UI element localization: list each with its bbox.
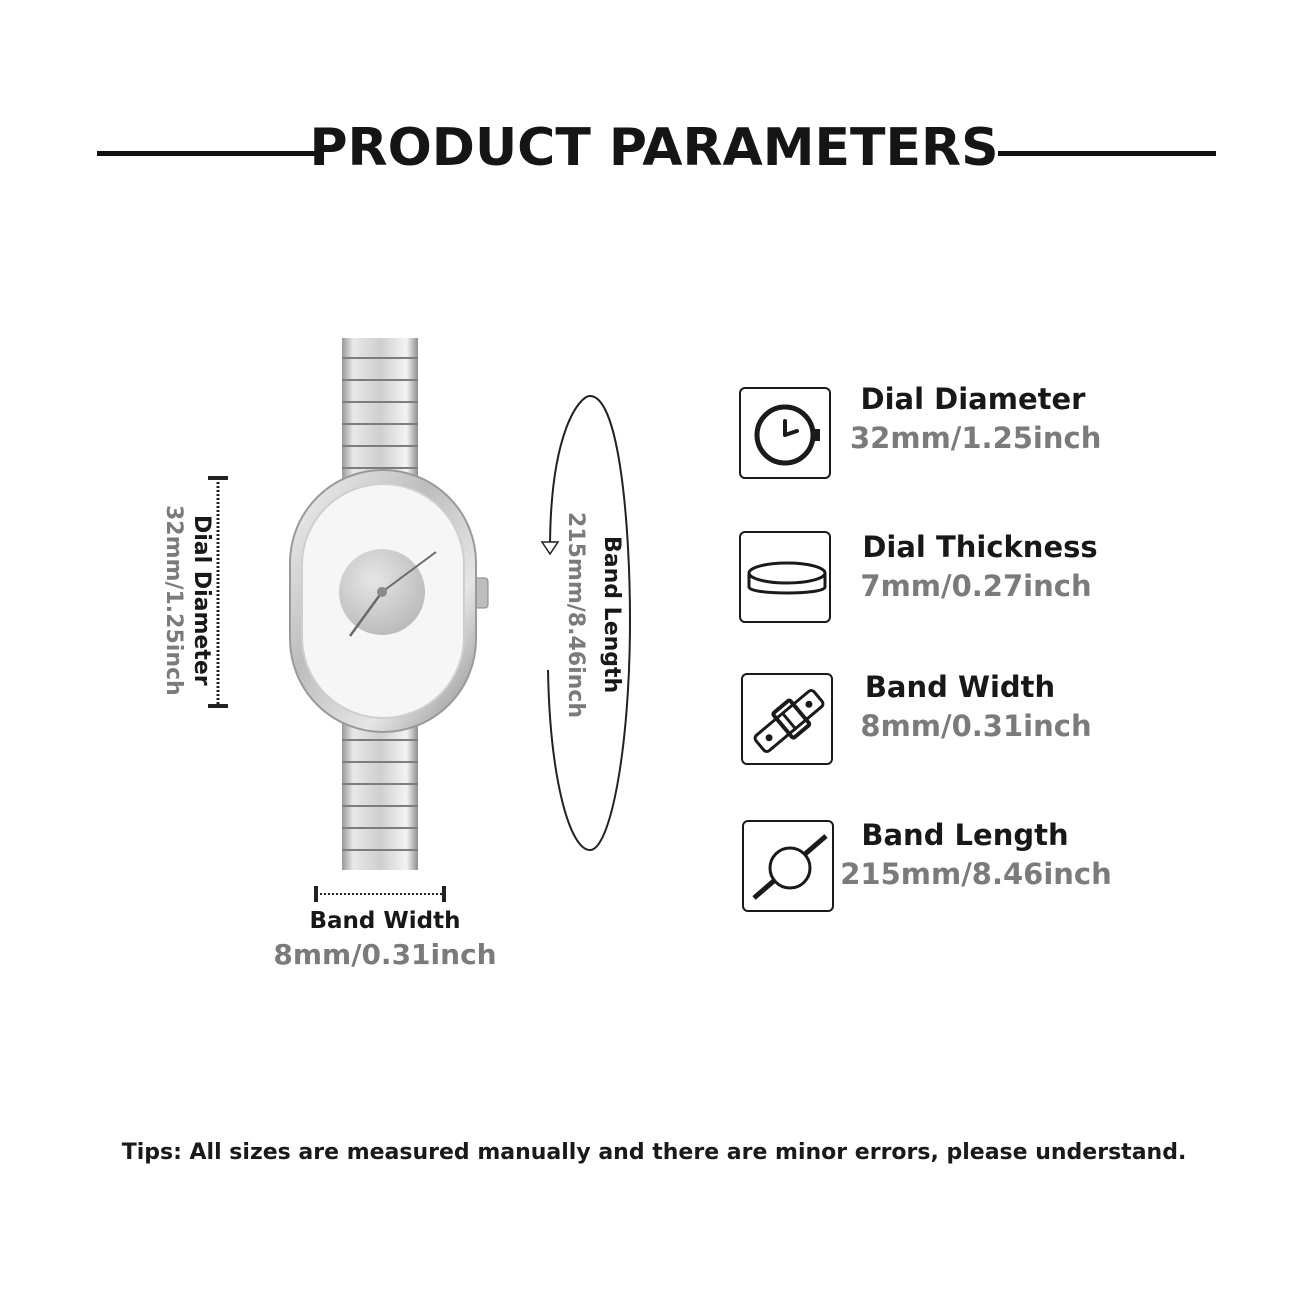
param-label-dial-thickness: Dial Thickness [862,530,1098,564]
watch-illustration [270,330,510,880]
dial-thickness-icon [739,531,831,623]
param-label-band-width: Band Width [864,670,1056,704]
dial-diameter-side-value: 32mm/1.25inch [161,504,186,696]
page-title: PRODUCT PARAMETERS [309,118,999,178]
param-value-band-length: 215mm/8.46inch [840,857,1112,891]
band-length-loop [530,390,650,860]
param-label-band-length: Band Length [861,818,1069,852]
band-bottom [342,720,418,870]
param-value-dial-thickness: 7mm/0.27inch [860,569,1092,603]
param-value-dial-diameter: 32mm/1.25inch [850,421,1102,455]
band-width-marker [310,884,450,904]
band-top [342,338,418,488]
param-value-band-width: 8mm/0.31inch [860,709,1092,743]
band-buckle-icon [741,673,833,765]
param-label-dial-diameter: Dial Diameter [860,382,1086,416]
band-length-icon [742,820,834,912]
band-length-side-label: Band Length [599,536,624,694]
band-length-side-value: 215mm/8.46inch [563,512,588,718]
dial-diameter-side-label: Dial Diameter [189,514,214,686]
band-width-bottom-value: 8mm/0.31inch [273,938,497,971]
band-width-bottom-label: Band Width [309,908,461,934]
tips-note: Tips: All sizes are measured manually and there are minor errors, please understand. [121,1140,1187,1165]
watch-dial-icon [739,387,831,479]
